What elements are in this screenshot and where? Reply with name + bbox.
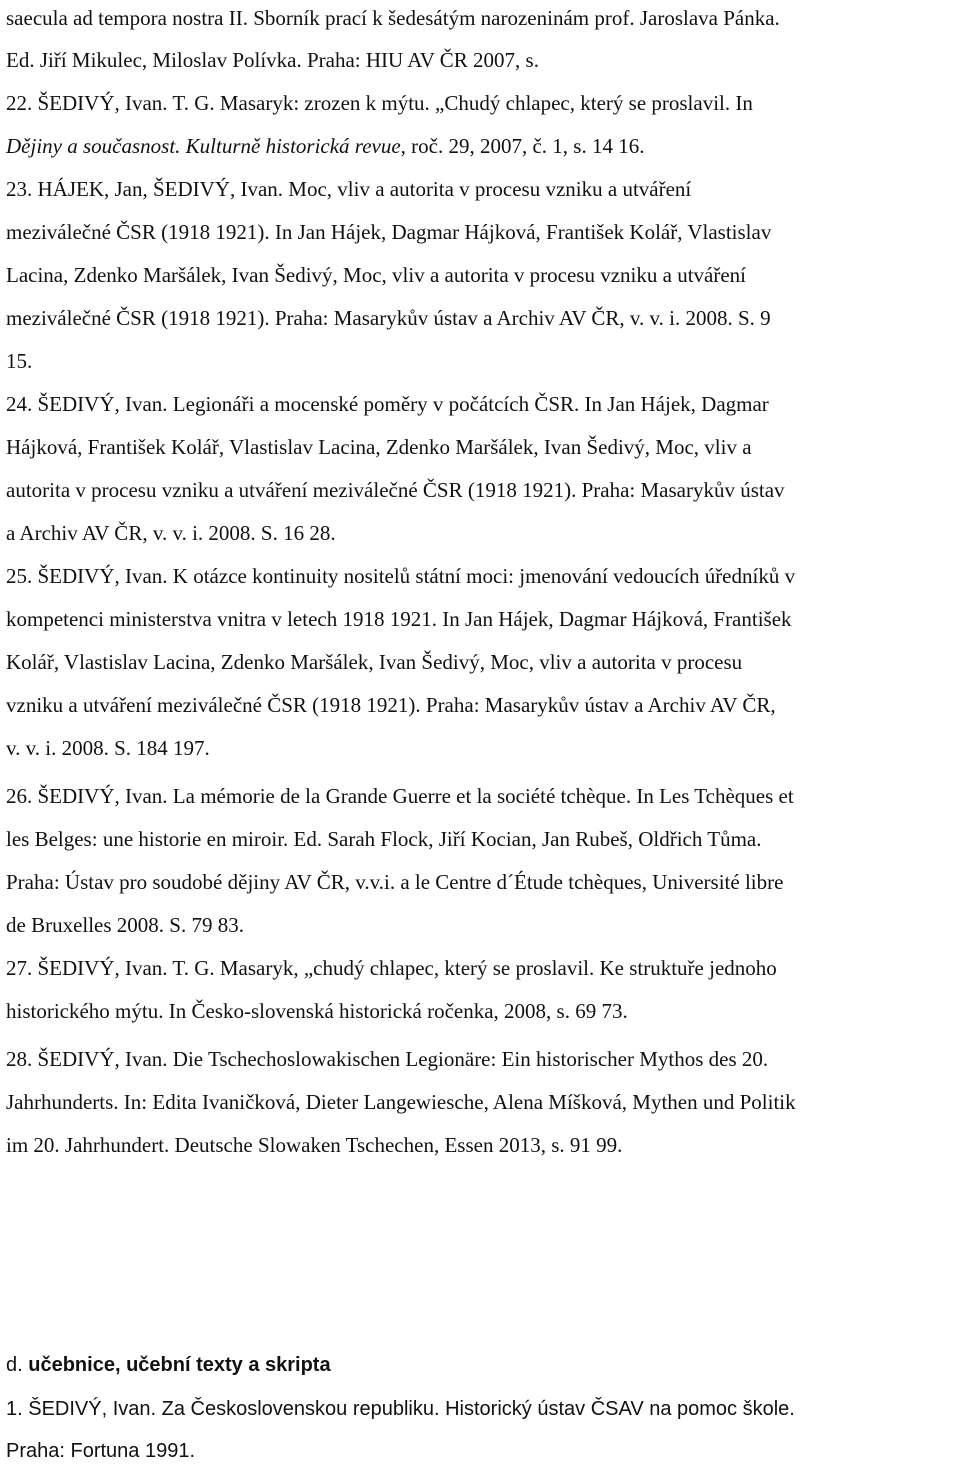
text-line: autorita v procesu vzniku a utváření meziválečné ČSR (1918 1921). Praha: Masarykův ústav — [6, 478, 785, 502]
text-line: im 20. Jahrhundert. Deutsche Slowaken Tschechen, Essen 2013, s. 91 99. — [6, 1133, 623, 1157]
text-line: 24. ŠEDIVÝ, Ivan. Legionáři a mocenské poměry v počátcích ČSR. In Jan Hájek, Dagmar — [6, 392, 769, 416]
text-line: 27. ŠEDIVÝ, Ivan. T. G. Masaryk, „chudý chlapec, který se proslavil. Ke struktuře jednoho — [6, 956, 777, 980]
text-line: 28. ŠEDIVÝ, Ivan. Die Tschechoslowakischen Legionäre: Ein historischer Mythos des 20. — [6, 1047, 769, 1071]
section-heading — [6, 1351, 331, 1379]
text-line: 26. ŠEDIVÝ, Ivan. La mémorie de la Grande Guerre et la société tchèque. In Les Tchèques et — [6, 784, 794, 808]
text-line: de Bruxelles 2008. S. 79 83. — [6, 913, 244, 937]
section-title: učebnice, učební texty a skripta — [28, 1354, 331, 1376]
text-line: v. v. i. 2008. S. 184 197. — [6, 736, 210, 760]
text-line: saecula ad tempora nostra II. Sborník prací k šedesátým narozeninám prof. Jaroslava Pánka. — [6, 6, 780, 30]
text-line: Praha: Ústav pro soudobé dějiny AV ČR, v.v.i. a le Centre d´Étude tchèques, Université libre — [6, 870, 784, 894]
text-line: les Belges: une historie en miroir. Ed. Sarah Flock, Jiří Kocian, Jan Rubeš, Oldřich Tůma. — [6, 827, 762, 851]
text-line: meziválečné ČSR (1918 1921). In Jan Hájek, Dagmar Hájková, František Kolář, Vlastislav — [6, 220, 772, 244]
text-line: Jahrhunderts. In: Edita Ivaničková, Dieter Langewiesche, Alena Míšková, Mythen und Politik — [6, 1090, 796, 1114]
text-line — [6, 132, 644, 160]
text-line: meziválečné ČSR (1918 1921). Praha: Masarykův ústav a Archiv AV ČR, v. v. i. 2008. S. 9 — [6, 306, 771, 330]
text-line: Lacina, Zdenko Maršálek, Ivan Šedivý, Moc, vliv a autorita v procesu vzniku a utváření — [6, 263, 747, 287]
text-line: Kolář, Vlastislav Lacina, Zdenko Maršálek, Ivan Šedivý, Moc, vliv a autorita v procesu — [6, 650, 743, 674]
section-prefix: d. — [6, 1354, 29, 1376]
text-line: Praha: Fortuna 1991. — [6, 1440, 196, 1462]
text-line: historického mýtu. In Česko-slovenská historická ročenka, 2008, s. 69 73. — [6, 999, 628, 1023]
text-line: 25. ŠEDIVÝ, Ivan. K otázce kontinuity nositelů státní moci: jmenování vedoucích úředníků v — [6, 564, 796, 588]
text-line: 15. — [6, 349, 33, 373]
text-line: Ed. Jiří Mikulec, Miloslav Polívka. Praha: HIU AV ČR 2007, s. — [6, 48, 539, 72]
text-line: 23. HÁJEK, Jan, ŠEDIVÝ, Ivan. Moc, vliv a autorita v procesu vzniku a utváření — [6, 177, 692, 201]
text-line: a Archiv AV ČR, v. v. i. 2008. S. 16 28. — [6, 521, 336, 545]
journal-title: Dějiny a současnost. Kulturně historická revue — [6, 134, 401, 158]
text-line: Hájková, František Kolář, Vlastislav Lacina, Zdenko Maršálek, Ivan Šedivý, Moc, vliv a — [6, 435, 752, 459]
text-line: 1. ŠEDIVÝ, Ivan. Za Československou republiku. Historický ústav ČSAV na pomoc škole. — [6, 1398, 795, 1420]
text-line: 22. ŠEDIVÝ, Ivan. T. G. Masaryk: zrozen k mýtu. „Chudý chlapec, který se proslavil. In — [6, 91, 753, 115]
citation-details: , roč. 29, 2007, č. 1, s. 14 16. — [400, 134, 645, 158]
text-line: kompetenci ministerstva vnitra v letech 1918 1921. In Jan Hájek, Dagmar Hájková, František — [6, 607, 792, 631]
text-line: vzniku a utváření meziválečné ČSR (1918 1921). Praha: Masarykův ústav a Archiv AV ČR, — [6, 693, 776, 717]
